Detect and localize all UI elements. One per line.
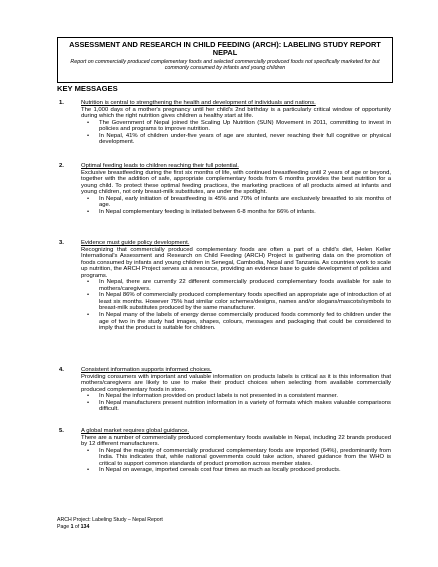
bullet-item (83, 120, 391, 133)
section-number: 4. (59, 367, 64, 373)
key-message-3 (57, 240, 391, 332)
bullet-text: The Government of Nepal joined the Scaling Up Nutrition (SUN) Movement in 2011, committing to invest in policies and programs to improve nutrition. (99, 119, 391, 133)
bullet-item (83, 448, 391, 468)
bullet-icon: • (87, 279, 90, 286)
section-intro: Recognizing that commercially produced complementary foods are often a part of a child's diet, Helen Keller International's Assessment and Research on Child Feeding (ARCH) Project is gathering data on the promotion of foods consumed by infants and young children in Senegal, Cambodia, Nepal and Tanzania. As countries work to scale up nutrition, the ARCH Project serves as a resource, providing an evidence base to guide development of policies and programs. (81, 246, 391, 279)
bullet-item (83, 292, 391, 312)
section-heading: Nutrition is central to strengthening the health and development of individuals and nations. (81, 100, 316, 106)
bullet-text: In Nepal the information provided on product labels is not presented in a consistent manner. (99, 393, 339, 400)
report-subtitle: Report on commercially produced complementary foods and selected commercially produced foods not specifically marketed for but commonly consumed by infants and young children (70, 58, 380, 72)
bullet-text: In Nepal on average, imported cereals cost four times as much as locally produced products. (99, 467, 341, 474)
bullet-item (83, 209, 391, 216)
bullet-text: In Nepal 86% of commercially produced complementary foods specified an appropriate age of introduction of at least six months. However 75% had similar color schemes/designs, names and/or slogans/mascots/symbols to breast-milk substitutes produced by the same manufacturer. (99, 292, 391, 312)
bullet-item (83, 133, 391, 146)
footer-page-number (57, 524, 163, 531)
bullet-icon: • (87, 447, 90, 454)
section-number: 1. (59, 100, 64, 106)
page-footer (57, 517, 163, 531)
bullet-list (81, 393, 391, 413)
report-header (57, 37, 393, 83)
bullet-text: In Nepal complementary feeding is initiated between 6-8 months for 66% of infants. (99, 208, 316, 215)
section-heading: Evidence must guide policy development. (81, 240, 190, 246)
key-message-4 (57, 367, 391, 413)
key-message-5 (57, 428, 391, 474)
section-number: 5. (59, 428, 64, 434)
key-message-1 (57, 100, 391, 146)
report-title (58, 41, 392, 58)
bullet-icon: • (87, 399, 90, 406)
bullet-list (81, 196, 391, 216)
section-intro: The 1,000 days of a mother's pregnancy until her child's 2nd birthday is a particularly critical window of opportunity during which the right nutrition gives children a healthy start at life. (81, 106, 391, 120)
bullet-text: In Nepal many of the labels of energy dense commercially produced foods commonly fed to children under the age of two in the study had images, shapes, colours, messages and packaging that could be considered to imply that the product is suitable for children. (99, 312, 391, 332)
section-number: 2. (59, 163, 64, 169)
bullet-icon: • (87, 312, 90, 319)
bullet-item (83, 400, 391, 413)
report-title-line2: NEPAL (212, 48, 238, 58)
bullet-icon: • (87, 132, 90, 139)
bullet-list (81, 448, 391, 474)
footer-report-name: ARCH Project: Labeling Study – Nepal Report (57, 517, 163, 523)
bullet-text: In Nepal manufacturers present nutrition information in a variety of formats which makes valuable comparisons difficult. (99, 399, 391, 413)
page-prefix: Page (57, 524, 71, 530)
bullet-icon: • (87, 292, 90, 299)
bullet-text: In Nepal, 41% of children under-five years of age are stunted, never reaching their full cognitive or physical development. (99, 132, 391, 146)
bullet-item (83, 196, 391, 209)
bullet-list (81, 120, 391, 146)
section-heading: A global market requires global guidance. (81, 428, 190, 434)
section-intro: Providing consumers with important and valuable information on products labels is critical as it is this information that mothers/caregivers are likely to use to make their product choices when selecting from available commercially produced complementary foods in store. (81, 373, 391, 393)
section-intro: Exclusive breastfeeding during the first six months of life, with continued breastfeeding until 2 years of age or beyond, together with the addition of safe, appropriate complementary foods from 6 months provides the best nutrition for a young child. To protect these optimal feeding practices, the marketing practices of all products aimed at infants and young children, not only breast-milk substitutes, are under the spotlight. (81, 169, 391, 196)
section-number: 3. (59, 240, 64, 246)
bullet-icon: • (87, 393, 90, 400)
report-title-line1: ASSESSMENT AND RESEARCH IN CHILD FEEDING (ARCH): LABELING STUDY REPORT (69, 40, 381, 49)
bullet-item (83, 279, 391, 292)
key-message-2 (57, 163, 391, 215)
bullet-text: In Nepal, there are currently 22 different commercially produced complementary foods available for sale to mothers/caregivers. (99, 279, 391, 292)
page-current: 1 (70, 524, 74, 530)
bullet-item (83, 467, 391, 474)
section-heading: Optimal feeding leads to children reaching their full potential. (81, 163, 239, 169)
section-heading: Consistent information supports informed choices. (81, 367, 212, 373)
section-intro: There are a number of commercially produced complementary foods available in Nepal, including 22 brands produced by 12 different manufacturers. (81, 434, 391, 448)
key-messages-heading: KEY MESSAGES (57, 84, 118, 93)
page-total: 134 (80, 524, 90, 530)
bullet-icon: • (87, 119, 90, 126)
bullet-text: In Nepal, early initiation of breastfeeding is 45% and 70% of infants are exclusively breastfed to six months of age. (99, 195, 391, 209)
bullet-icon: • (87, 467, 90, 474)
bullet-text: In Nepal the majority of commercially produced complementary foods are imported (64%), predominantly from India. This indicates that, while national governments could take action, shared guidance from the WHO is critical to support common standards of product promotion across member states. (99, 447, 391, 467)
bullet-icon: • (87, 208, 90, 215)
page-of: of (73, 524, 81, 530)
bullet-item (83, 312, 391, 332)
bullet-list (81, 279, 391, 331)
bullet-icon: • (87, 195, 90, 202)
